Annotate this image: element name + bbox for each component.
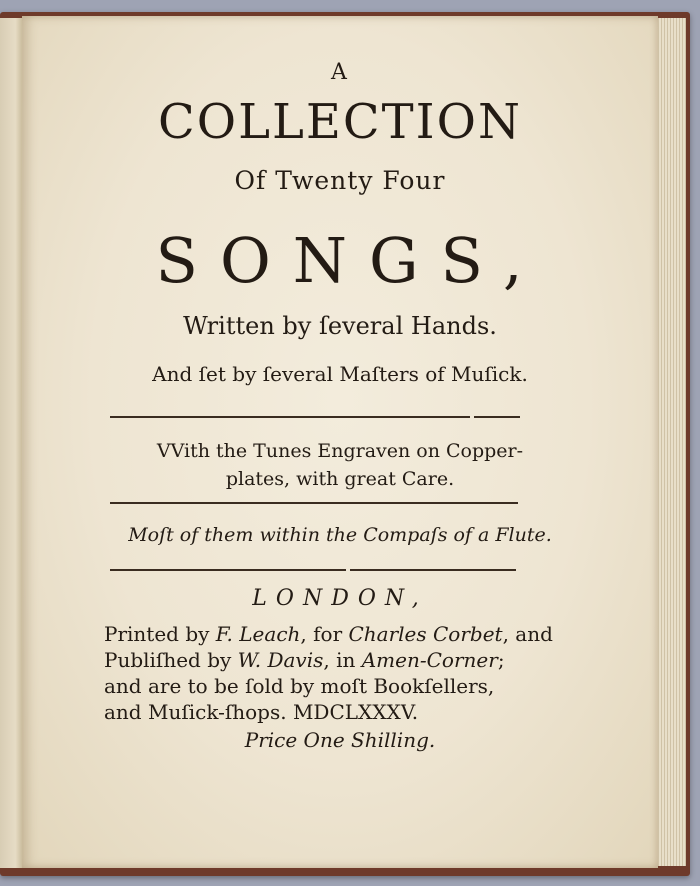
- title-article: A: [331, 60, 349, 85]
- price-line: Price One Shilling.: [244, 728, 436, 752]
- imprint-city: LONDON,: [252, 586, 428, 611]
- divider-rule: [350, 569, 516, 571]
- imprint-line-3: and are to be ſold by moſt Bookſellers,: [104, 674, 495, 698]
- imprint-line-1: Printed by F. Leach, for Charles Corbet, and: [104, 622, 553, 646]
- left-page-edge: [0, 18, 22, 868]
- divider-rule: [110, 416, 470, 418]
- tunes-line-2: plates, with great Care.: [225, 468, 455, 490]
- divider-rule: [110, 569, 346, 571]
- flute-line: Moſt of them within the Compaſs of a Flute.: [128, 524, 552, 546]
- title-page: [22, 16, 658, 868]
- divider-rule: [110, 502, 518, 504]
- title-collection: COLLECTION: [158, 94, 522, 150]
- imprint-line-4: and Muſick-ſhops. MDCLXXXV.: [104, 700, 419, 724]
- subtitle-set-by: And ſet by ſeveral Maſters of Muſick.: [152, 362, 528, 386]
- imprint-line-2: Publiſhed by W. Davis, in Amen-Corner;: [104, 648, 505, 672]
- title-twenty-four: Of Twenty Four: [234, 166, 446, 195]
- title-songs: SONGS,: [155, 224, 545, 297]
- subtitle-written: Written by ſeveral Hands.: [183, 312, 497, 340]
- tunes-line-1: VVith the Tunes Engraven on Copper-: [156, 440, 524, 462]
- divider-rule: [474, 416, 520, 418]
